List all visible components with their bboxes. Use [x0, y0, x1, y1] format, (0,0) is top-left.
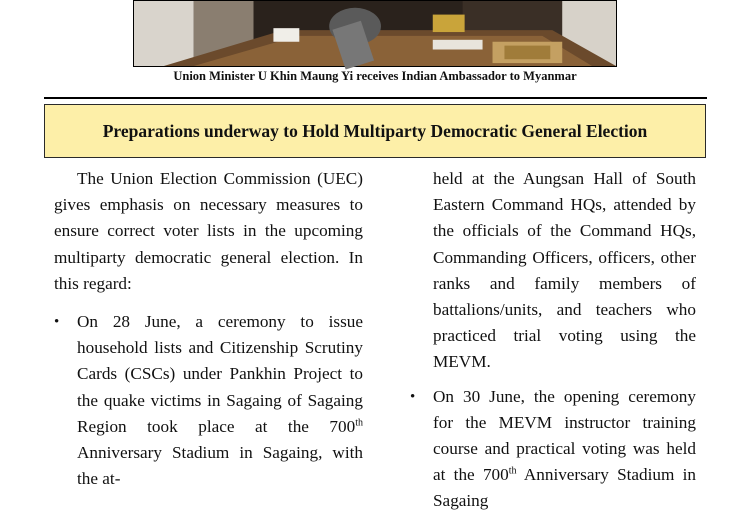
continuation-text: held at the Aungsan Hall of South Eastern Command HQs, attended by the officials of the Command HQs, Commanding Officers, officers, other ranks and family members of battalions/units, and teachers who practiced trial voting using the MEVM.: [433, 169, 696, 372]
list-item: [54, 309, 363, 492]
meeting-photo-image: [134, 1, 616, 66]
bullet-marker: •: [410, 388, 416, 405]
bullet-list: [54, 309, 363, 492]
bullet-marker: •: [54, 314, 60, 331]
list-item-continuation: [410, 166, 696, 376]
bullet-text-tail: Anniversary Stadium in Sagaing: [433, 465, 697, 511]
article-column-right: [410, 166, 696, 515]
ordinal-suffix: th: [508, 465, 517, 477]
section-divider: [44, 97, 707, 99]
bullet-text: On 28 June, a ceremony to issue household lists and Citizenship Scrutiny Cards (CSCs) under Pankhin Project to the quake victims in Sagaing of Sagaing Region took place at the 700: [77, 312, 363, 436]
bullet-text-tail: Anniversary Stadium in Sagaing, with the at-: [77, 443, 363, 489]
article-headline: Preparations underway to Hold Multiparty Democratic General Election: [102, 120, 648, 141]
list-item: [410, 384, 696, 515]
headline-banner: [44, 104, 706, 158]
ordinal-suffix: th: [355, 417, 363, 429]
article-intro: The Union Election Commission (UEC) gives emphasis on necessary measures to ensure correct voter lists in the upcoming multiparty democratic general election. In this regard:: [54, 169, 363, 293]
article-column-left: [54, 166, 363, 492]
bullet-list: [410, 166, 696, 515]
bullet-text: On 30 June, the opening ceremony for the MEVM instructor training course and practical voting was held at the 700: [433, 386, 696, 485]
news-photo: [133, 0, 617, 67]
photo-caption: Union Minister U Khin Maung Yi receives Indian Ambassador to Myanmar: [173, 69, 577, 83]
